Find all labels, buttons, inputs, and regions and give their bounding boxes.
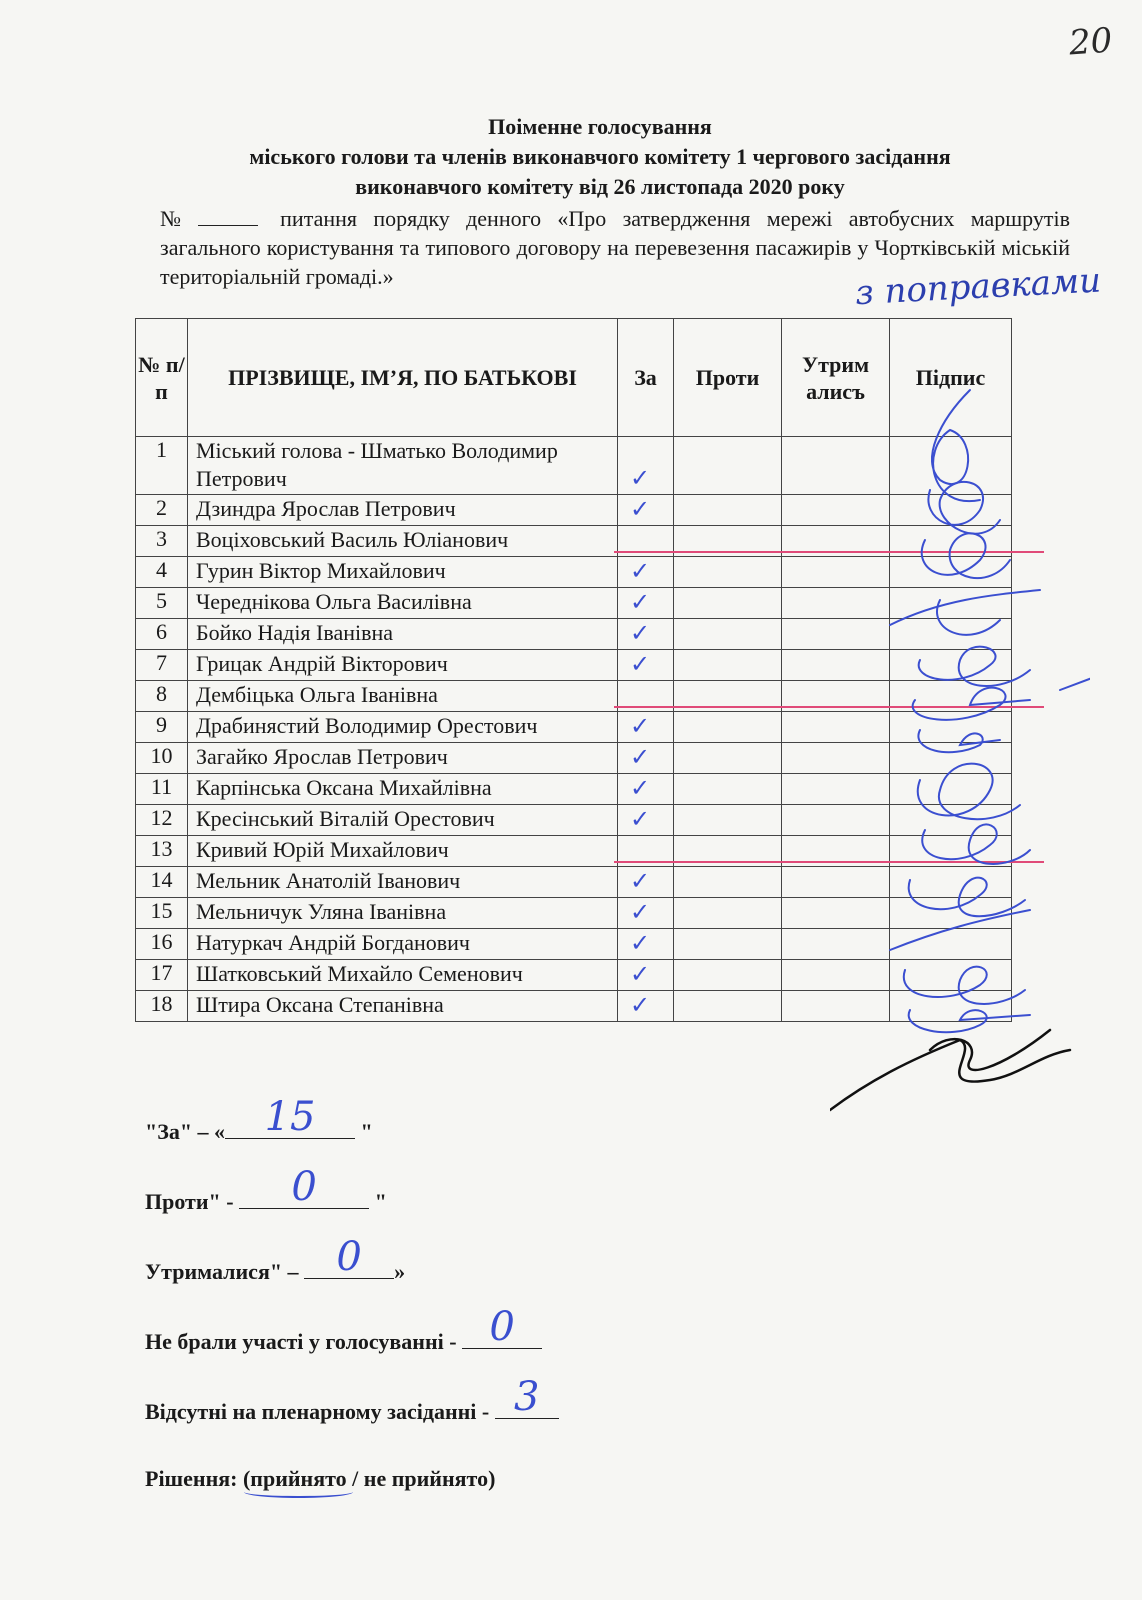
row-against: [674, 619, 782, 650]
summary-against-end: ": [374, 1189, 387, 1214]
summary-not-voted: [145, 1304, 542, 1355]
row-name: Грицак Андрій Вікторович: [188, 650, 618, 681]
summary-abstained: [145, 1234, 406, 1285]
row-num: 8: [136, 681, 188, 712]
row-num: 14: [136, 867, 188, 898]
title-line-3: виконавчого комітету від 26 листопада 2020 року: [355, 174, 845, 199]
row-name: Кресінський Віталій Орестович: [188, 805, 618, 836]
row-for: [618, 495, 674, 526]
row-name: Натуркач Андрій Богданович: [188, 929, 618, 960]
row-name: Мельник Анатолій Іванович: [188, 867, 618, 898]
row-num: 18: [136, 991, 188, 1022]
row-name: Гурин Віктор Михайлович: [188, 557, 618, 588]
row-for: [618, 774, 674, 805]
row-name: Дзиндра Ярослав Петрович: [188, 495, 618, 526]
header-against: Проти: [674, 319, 782, 437]
row-against: [674, 495, 782, 526]
row-name: Воціховський Василь Юліанович: [188, 526, 618, 557]
summary-for: [145, 1094, 373, 1145]
summary-for-value: 15: [264, 1094, 316, 1140]
question-number-blank: [198, 207, 258, 226]
summary-not-voted-label: Не брали участі у голосуванні -: [145, 1329, 457, 1354]
row-for: [618, 805, 674, 836]
checkmark-icon: ✓: [630, 712, 651, 740]
decision-rest: / не прийнято): [346, 1466, 496, 1491]
row-num: 3: [136, 526, 188, 557]
row-name: Дембіцька Ольга Іванівна: [188, 681, 618, 712]
summary-for-end: ": [360, 1119, 373, 1144]
checkmark-icon: ✓: [630, 619, 651, 647]
row-for: [618, 898, 674, 929]
row-num: 13: [136, 836, 188, 867]
summary-abstained-end: »: [394, 1259, 406, 1284]
row-for: [618, 650, 674, 681]
handwritten-note: з поправками: [854, 260, 1103, 314]
summary-abstained-blank: [304, 1234, 394, 1280]
row-name: Кривий Юрій Михайлович: [188, 836, 618, 867]
row-for: [618, 960, 674, 991]
row-against: [674, 774, 782, 805]
row-num: 4: [136, 557, 188, 588]
row-name: Штира Оксана Степанівна: [188, 991, 618, 1022]
row-for: [618, 929, 674, 960]
checkmark-icon: ✓: [630, 464, 651, 492]
decision-accepted: прийнято: [250, 1466, 347, 1491]
summary-against-value: 0: [291, 1164, 317, 1210]
row-for: [618, 743, 674, 774]
row-num: 15: [136, 898, 188, 929]
checkmark-icon: ✓: [630, 929, 651, 957]
row-against: [674, 712, 782, 743]
header-for: За: [618, 319, 674, 437]
summary-abstained-value: 0: [336, 1234, 362, 1280]
row-against: [674, 929, 782, 960]
checkmark-icon: ✓: [630, 495, 651, 523]
row-for: [618, 712, 674, 743]
row-num: 16: [136, 929, 188, 960]
checkmark-icon: ✓: [630, 960, 651, 988]
row-name: Шатковський Михайло Семенович: [188, 960, 618, 991]
title-line-1: Поіменне голосування: [488, 114, 712, 139]
page-number: 20: [1067, 20, 1114, 64]
question-text: питання порядку денного «Про затвердження мережі автобусних маршрутів загального користування та типового договору на перевезення пасажирів у Чортківській міській територіальній громаді.»: [160, 206, 1070, 289]
header-signature: Підпис: [890, 319, 1012, 437]
summary-absent-blank: [495, 1374, 559, 1420]
checkmark-icon: ✓: [630, 867, 651, 895]
row-for: [618, 588, 674, 619]
row-num: 7: [136, 650, 188, 681]
checkmark-icon: ✓: [630, 805, 651, 833]
checkmark-icon: ✓: [630, 743, 651, 771]
row-name: Мельничук Уляна Іванівна: [188, 898, 618, 929]
row-num: 1: [136, 437, 188, 495]
summary-against-label: Проти" -: [145, 1189, 234, 1214]
summary-decision: [145, 1466, 495, 1492]
row-name: Карпінська Оксана Михайлівна: [188, 774, 618, 805]
row-against: [674, 960, 782, 991]
summary-absent-value: 3: [514, 1374, 540, 1420]
checkmark-icon: ✓: [630, 588, 651, 616]
row-against: [674, 650, 782, 681]
row-for: [618, 437, 674, 495]
row-for: [618, 867, 674, 898]
summary-for-label: "За" – «: [145, 1119, 226, 1144]
row-against: [674, 437, 782, 495]
row-num: 10: [136, 743, 188, 774]
decision-label: Рішення: (: [145, 1466, 251, 1491]
row-num: 12: [136, 805, 188, 836]
row-against: [674, 805, 782, 836]
checkmark-icon: ✓: [630, 898, 651, 926]
summary-absent: [145, 1374, 559, 1425]
header-abstained: Утрим алисъ: [782, 319, 890, 437]
summary-against-blank: [239, 1164, 369, 1210]
header-num: № п/п: [136, 319, 188, 437]
checkmark-icon: ✓: [630, 991, 651, 1019]
title-line-2: міського голови та членів виконавчого комітету 1 чергового засідання: [249, 144, 951, 169]
document-title: [150, 112, 1050, 202]
row-against: [674, 588, 782, 619]
signatures-scribble: [830, 350, 1090, 1120]
row-against: [674, 991, 782, 1022]
checkmark-icon: ✓: [630, 774, 651, 802]
question-number-label: №: [160, 206, 192, 231]
row-num: 5: [136, 588, 188, 619]
checkmark-icon: ✓: [630, 557, 651, 585]
row-name: Загайко Ярослав Петрович: [188, 743, 618, 774]
header-name: ПРІЗВИЩЕ, ІМ’Я, ПО БАТЬКОВІ: [188, 319, 618, 437]
summary-for-blank: [225, 1094, 355, 1140]
row-name: Череднікова Ольга Василівна: [188, 588, 618, 619]
summary-not-voted-blank: [462, 1304, 542, 1350]
row-num: 9: [136, 712, 188, 743]
row-name: Драбинястий Володимир Орестович: [188, 712, 618, 743]
row-against: [674, 898, 782, 929]
row-for: [618, 619, 674, 650]
summary-not-voted-value: 0: [489, 1304, 515, 1350]
row-against: [674, 743, 782, 774]
row-against: [674, 557, 782, 588]
row-name: Міський голова - Шматько Володимир Петрович: [188, 437, 618, 495]
checkmark-icon: ✓: [630, 650, 651, 678]
row-for: [618, 557, 674, 588]
row-for: [618, 991, 674, 1022]
summary-against: [145, 1164, 387, 1215]
row-num: 6: [136, 619, 188, 650]
row-against: [674, 867, 782, 898]
row-name: Бойко Надія Іванівна: [188, 619, 618, 650]
summary-absent-label: Відсутні на пленарному засіданні -: [145, 1399, 490, 1424]
summary-abstained-label: Утрималися" –: [145, 1259, 299, 1284]
row-num: 17: [136, 960, 188, 991]
row-num: 11: [136, 774, 188, 805]
row-num: 2: [136, 495, 188, 526]
